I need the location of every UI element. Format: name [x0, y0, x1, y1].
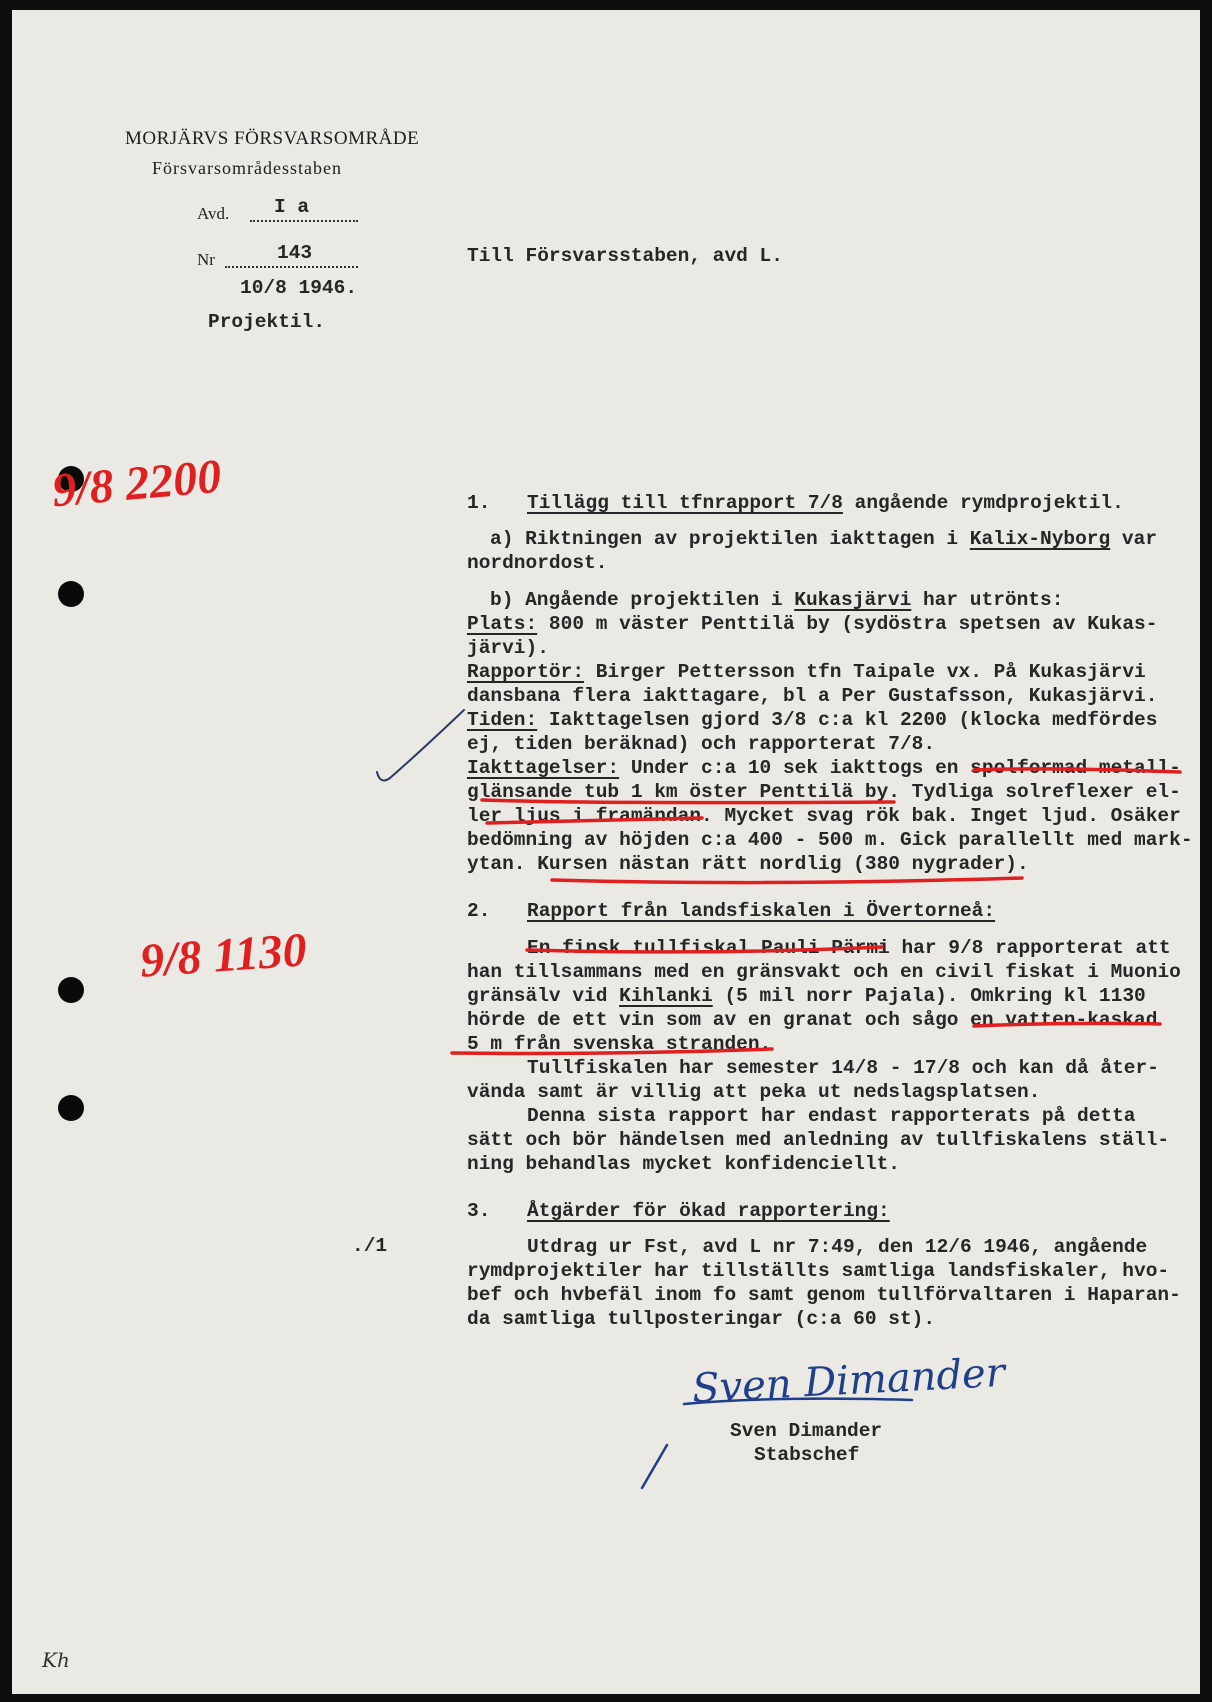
report-2-line-7: vända samt är villig att peka ut nedslagsplatsen.: [467, 1081, 1041, 1103]
report-2-text: gränsälv vid: [467, 985, 620, 1007]
iakttagelser-label: Iakttagelser:: [467, 757, 620, 779]
item-b-line-1: [490, 589, 1063, 611]
item-a-text-end: var: [1110, 528, 1158, 550]
report-2-line-1: En finsk tullfiskal Pauli Pärmi har 9/8 rapporterat att: [527, 937, 1171, 959]
section-1-number: 1.: [467, 492, 491, 514]
tiden-text: Iakttagelsen gjord 3/8 c:a kl 2200 (klocka medfördes: [537, 709, 1158, 731]
org-name: MORJÄRVS FÖRSVARSOMRÅDE: [125, 128, 420, 149]
punch-hole: [58, 1095, 84, 1121]
section-3-line-2: rymdprojektiler har tillställts samtliga landsfiskaler, hvo-: [467, 1260, 1170, 1282]
punch-hole: [58, 977, 84, 1003]
report-2-line-10: ning behandlas mycket konfidenciellt.: [467, 1153, 900, 1175]
section-3-line-1: Utdrag ur Fst, avd L nr 7:49, den 12/6 1946, angående: [527, 1236, 1148, 1258]
letter-subject: Projektil.: [208, 311, 326, 333]
item-a-line-2: nordnordost.: [467, 552, 608, 574]
nr-label: Nr: [197, 250, 215, 269]
section-1-heading: [527, 492, 1124, 514]
plats-text: 800 m väster Penttilä by (sydöstra spetsen av Kukas-: [537, 613, 1158, 635]
staff-name: Försvarsområdesstaben: [152, 158, 342, 178]
nr-dotted-line: [225, 266, 358, 268]
item-b-place: Kukasjärvi: [794, 589, 912, 611]
rapportor-line-2: dansbana flera iakttagare, bl a Per Gustafsson, Kukasjärvi.: [467, 685, 1158, 707]
document-page: [12, 10, 1200, 1694]
item-b-text-end: har utrönts:: [911, 589, 1064, 611]
section-3-title: Åtgärder för ökad rapportering:: [527, 1200, 890, 1222]
section-2-title: Rapport från landsfiskalen i Övertorneå:: [527, 900, 996, 922]
section-3-line-4: da samtliga tullposteringar (c:a 60 st).: [467, 1308, 936, 1330]
letter-date: 10/8 1946.: [240, 277, 358, 299]
signatory-title: Stabschef: [754, 1444, 860, 1466]
rapportor-label: Rapportör:: [467, 661, 585, 683]
item-a-place: Kalix-Nyborg: [969, 528, 1111, 550]
report-2-line-6: Tullfiskalen har semester 14/8 - 17/8 och kan då åter-: [527, 1057, 1159, 1079]
tiden-label: Tiden:: [467, 709, 538, 731]
nr-value: 143: [277, 242, 313, 264]
avd-dotted-line: [250, 220, 358, 222]
iakttagelser-line-5: ytan. Kursen nästan rätt nordlig (380 nygrader).: [467, 853, 1029, 875]
report-2-line-2: han tillsammans med en gränsvakt och en civil fiskat i Muonio: [467, 961, 1181, 983]
item-a-line-1: [490, 528, 1157, 550]
signatory-name: Sven Dimander: [730, 1420, 883, 1442]
item-a-text: a) Riktningen av projektilen iakttagen i: [490, 528, 970, 550]
pen-stroke: [642, 1445, 667, 1488]
avd-label: Avd.: [197, 204, 230, 223]
report-2-line-3: [467, 985, 1146, 1007]
section-1-title-rest: angående rymdprojektil.: [842, 492, 1124, 514]
margin-note-date-time-1: 9/8 2200: [50, 449, 224, 518]
iakttagelser-line-3: ler ljus i framändan. Mycket svag rök bak. Inget ljud. Osäker: [467, 805, 1181, 827]
iakttagelser-text: Under c:a 10 sek iakttogs en spolformad metall-: [619, 757, 1181, 779]
margin-note-date-time-2: 9/8 1130: [138, 923, 309, 988]
report-2-line-4: hörde de ett vin som av en granat och sågo en vatten-kaskad: [467, 1009, 1158, 1031]
report-2-line-9: sätt och bör händelsen med anledning av tullfiskalens ställ-: [467, 1129, 1170, 1151]
section-3-line-3: bef och hvbefäl inom fo samt genom tullförvaltaren i Haparan-: [467, 1284, 1181, 1306]
rapportor-line-1: [467, 661, 1146, 683]
avd-value: I a: [274, 196, 310, 218]
handwritten-signature: Sven Dimander: [691, 1349, 1006, 1413]
report-2-text-end: (5 mil norr Pajala). Omkring kl 1130: [712, 985, 1146, 1007]
iakttagelser-line-1: [467, 757, 1181, 779]
report-2-place: Kihlanki: [619, 985, 713, 1007]
appendix-mark: ./1: [352, 1235, 388, 1257]
report-2-line-5: 5 m från svenska stranden.: [467, 1033, 772, 1055]
plats-label: Plats:: [467, 613, 538, 635]
red-underline: [552, 878, 1022, 883]
rapportor-text: Birger Pettersson tfn Taipale vx. På Kukasjärvi: [584, 661, 1146, 683]
tick-mark: [377, 710, 464, 780]
iakttagelser-line-2: glänsande tub 1 km öster Penttilä by. Tydliga solreflexer el-: [467, 781, 1181, 803]
punch-hole: [58, 581, 84, 607]
footer-initials: Kh: [42, 1648, 70, 1672]
tiden-line-1: [467, 709, 1157, 731]
tiden-line-2: ej, tiden beräknad) och rapporterat 7/8.: [467, 733, 936, 755]
section-1-title: Tillägg till tfnrapport 7/8: [527, 492, 843, 514]
iakttagelser-line-4: bedömning av höjden c:a 400 - 500 m. Gick parallellt med mark-: [467, 829, 1193, 851]
plats-line-2: järvi).: [467, 637, 549, 659]
section-2-number: 2.: [467, 900, 491, 922]
plats-line-1: [467, 613, 1157, 635]
item-b-text: b) Angående projektilen i: [490, 589, 795, 611]
report-2-line-8: Denna sista rapport har endast rapporterats på detta: [527, 1105, 1136, 1127]
addressee: Till Försvarsstaben, avd L.: [467, 245, 783, 267]
section-3-number: 3.: [467, 1200, 491, 1222]
